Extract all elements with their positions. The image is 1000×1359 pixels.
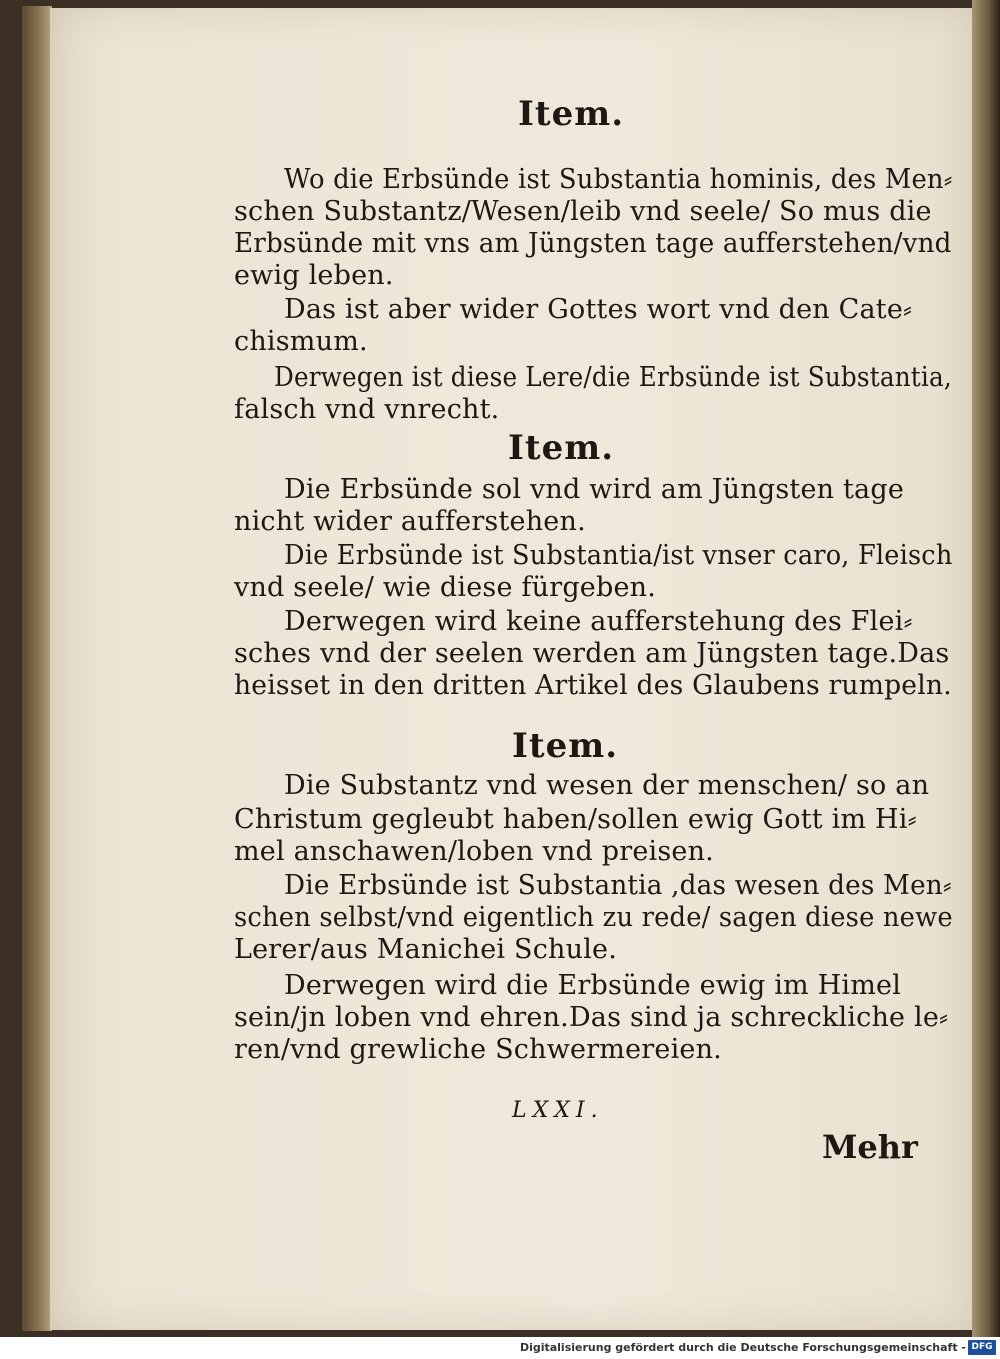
text-line: Wo die Erbsünde ist Substantia hominis, des Men⸗ <box>284 164 953 195</box>
page-sheet <box>50 8 972 1330</box>
text-line: Lerer/aus Manichei Schule. <box>234 934 617 965</box>
catchword: Mehr <box>822 1128 918 1166</box>
text-line: sches vnd der seelen werden am Jüngsten tage.Das <box>234 638 950 669</box>
funding-credit: Digitalisierung gefördert durch die Deutsche Forschungsgemeinschaft - <box>519 1341 966 1354</box>
dfg-logo-icon: DFG <box>968 1340 996 1355</box>
text-line: Erbsünde mit vns am Jüngsten tage aufferstehen/vnd <box>234 228 952 259</box>
book-binding-left <box>22 6 52 1331</box>
text-line: chismum. <box>234 326 368 357</box>
text-line: schen selbst/vnd eigentlich zu rede/ sagen diese newe <box>234 902 953 933</box>
text-line: nicht wider aufferstehen. <box>234 506 586 537</box>
text-line: Das ist aber wider Gottes wort vnd den Cate⸗ <box>284 294 913 325</box>
text-line: heisset in den dritten Artikel des Glaubens rumpeln. <box>234 670 952 701</box>
book-edge-right <box>972 0 1000 1337</box>
section-heading: Item. <box>518 94 625 134</box>
text-line: Derwegen wird keine aufferstehung des Flei⸗ <box>284 606 913 637</box>
footer-bar <box>0 1337 1000 1359</box>
text-line: Die Substantz vnd wesen der menschen/ so an <box>284 770 930 801</box>
section-heading: Item. <box>508 428 615 468</box>
text-line: Christum gegleubt haben/sollen ewig Gott im Hi⸗ <box>234 804 917 835</box>
text-line: sein/jn loben vnd ehren.Das sind ja schreckliche le⸗ <box>234 1002 949 1033</box>
text-line: falsch vnd vnrecht. <box>234 394 500 425</box>
text-line: Die Erbsünde ist Substantia ,das wesen des Men⸗ <box>284 870 952 901</box>
text-line: Die Erbsünde sol vnd wird am Jüngsten tage <box>284 474 905 505</box>
text-line: Die Erbsünde ist Substantia/ist vnser caro, Fleisch <box>284 540 953 571</box>
text-line: ren/vnd grewliche Schwermereien. <box>234 1034 722 1065</box>
text-line: ewig leben. <box>234 260 394 291</box>
text-line: Derwegen ist diese Lere/die Erbsünde ist Substantia, <box>274 362 952 393</box>
text-line: schen Substantz/Wesen/leib vnd seele/ So mus die <box>234 196 932 227</box>
text-line: vnd seele/ wie diese fürgeben. <box>234 572 657 603</box>
text-line: mel anschawen/loben vnd preisen. <box>234 836 714 867</box>
section-heading: Item. <box>512 726 619 766</box>
page-number: LXXI. <box>512 1098 604 1123</box>
text-line: Derwegen wird die Erbsünde ewig im Himel <box>284 970 902 1001</box>
